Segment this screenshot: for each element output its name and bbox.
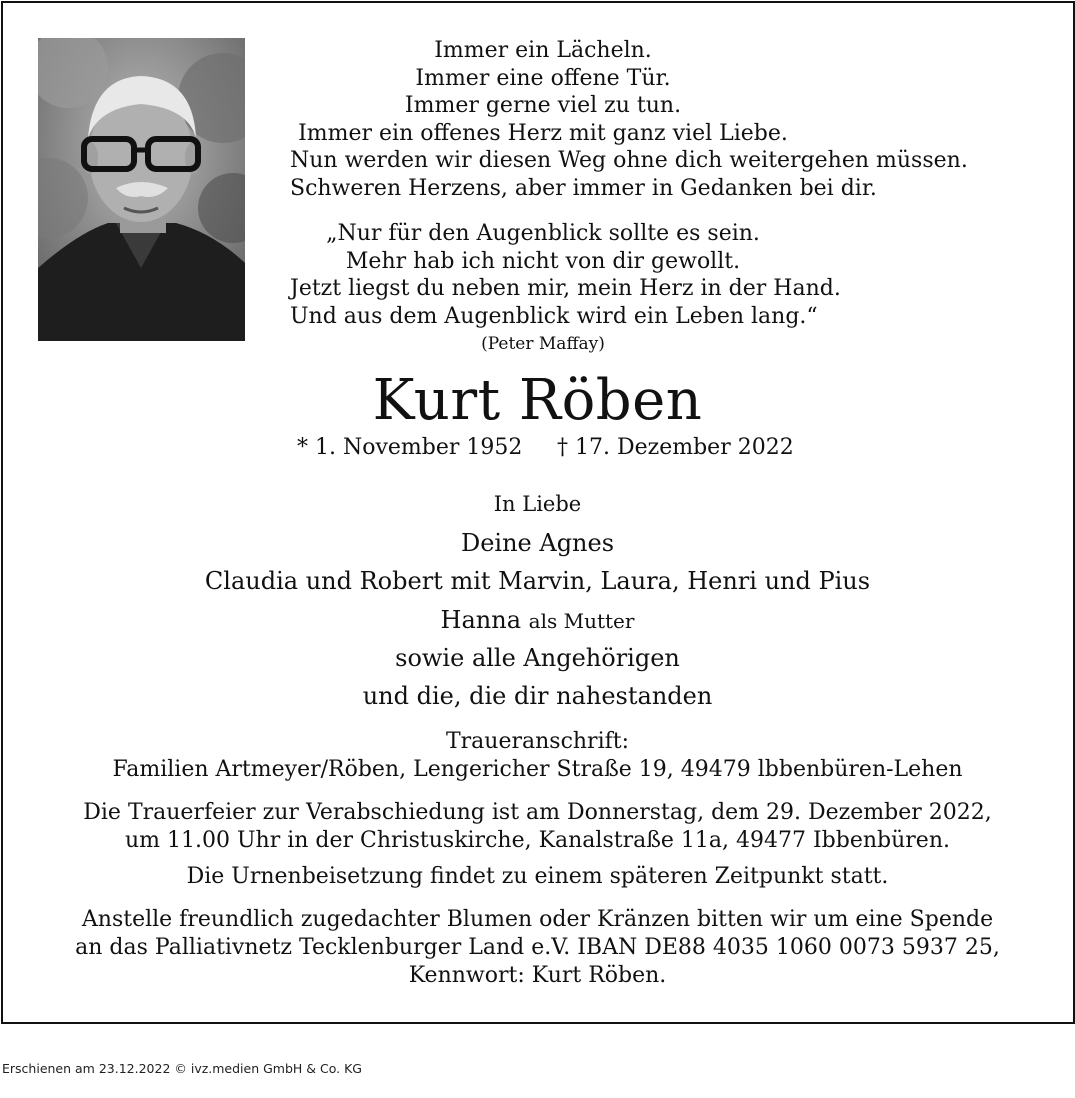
poem-line: Immer gerne viel zu tun. — [404, 93, 682, 118]
portrait-photo-icon — [38, 38, 245, 341]
donation-line: Anstelle freundlich zugedachter Blumen oder Kränzen bitten wir um eine Spende — [81, 907, 994, 932]
poem-line: Immer ein offenes Herz mit ganz viel Liebe. — [298, 120, 788, 146]
quote-line: „Nur für den Augenblick sollte es sein. — [326, 221, 760, 246]
quote-attribution: (Peter Maffay) — [481, 334, 605, 354]
mourner-line: Claudia und Robert mit Marvin, Laura, Henri und Pius — [204, 567, 871, 595]
burial-note: Die Urnenbeisetzung findet zu einem späteren Zeitpunkt statt. — [186, 864, 889, 889]
poem-stanza-2 — [290, 220, 841, 330]
publication-footer: Erschienen am 23.12.2022 © ivz.medien GmbH & Co. KG — [2, 1061, 362, 1076]
quote-line: Jetzt liegst du neben mir, mein Herz in der Hand. — [290, 276, 841, 301]
death-date: † 17. Dezember 2022 — [557, 435, 794, 460]
quote-line: Mehr hab ich nicht von dir gewollt. — [345, 248, 741, 274]
poem-line: Schweren Herzens, aber immer in Gedanken bei dir. — [290, 175, 877, 201]
birth-date: * 1. November 1952 — [297, 435, 523, 460]
mourners-intro: In Liebe — [493, 492, 582, 516]
address-heading: Traueranschrift: — [445, 729, 630, 754]
portrait-photo — [38, 38, 245, 341]
poem-line: Immer ein Lächeln. — [434, 38, 652, 63]
mourner-line: und die, die dir nahestanden — [362, 682, 713, 710]
mourner-line: Deine Agnes — [460, 529, 615, 557]
poem-line: Nun werden wir diesen Weg ohne dich weitergehen müssen. — [290, 148, 968, 173]
poem-stanza-1 — [290, 37, 968, 202]
service-line: Die Trauerfeier zur Verabschiedung ist am Donnerstag, dem 29. Dezember 2022, — [83, 800, 992, 825]
donation-line: an das Palliativnetz Tecklenburger Land e.V. IBAN DE88 4035 1060 0073 5937 25, — [75, 935, 1000, 960]
service-line: um 11.00 Uhr in der Christuskirche, Kanalstraße 11a, 49477 Ibbenbüren. — [125, 828, 950, 853]
mourner-role: als Mutter — [528, 609, 635, 633]
poem-line: Immer eine offene Tür. — [415, 65, 671, 91]
address-text: Familien Artmeyer/Röben, Lengericher Straße 19, 49479 lbbenbüren-Lehen — [112, 757, 963, 782]
donation-line: Kennwort: Kurt Röben. — [408, 963, 667, 988]
mourner-name: Hanna — [440, 606, 522, 634]
mourner-line — [0, 606, 1075, 634]
quote-line: Und aus dem Augenblick wird ein Leben lang.“ — [290, 303, 818, 329]
deceased-name: Kurt Röben — [372, 368, 703, 433]
mourner-line: sowie alle Angehörigen — [395, 644, 680, 672]
